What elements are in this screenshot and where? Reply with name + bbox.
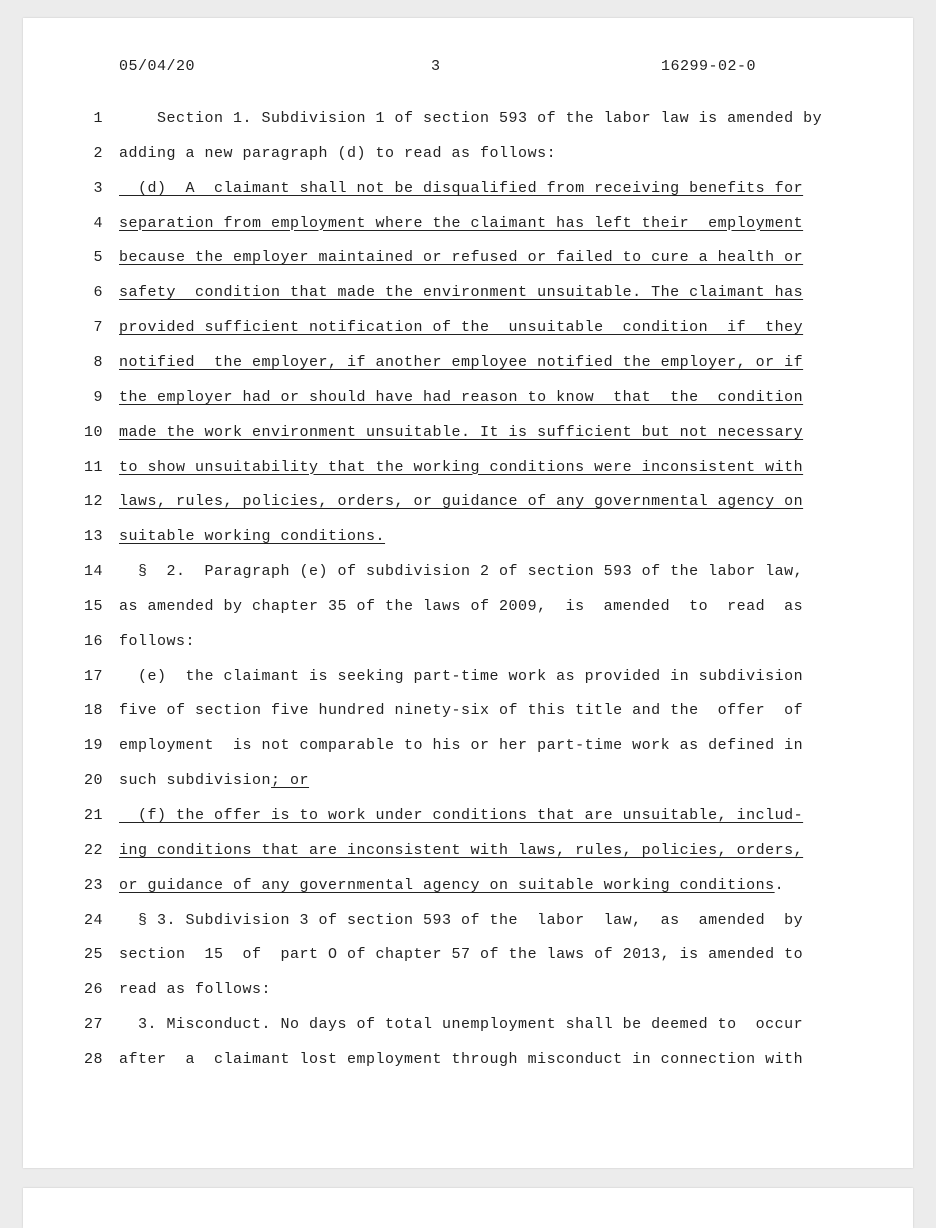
line-number: 2 [93,144,103,162]
inserted-text [119,525,749,549]
line-text [119,1048,804,1072]
line-text [119,630,749,654]
line-text-content: made the work environment unsuitable. It is sufficient but not necessary [119,423,804,441]
document-line [23,212,913,236]
header-date: 05/04/20 [119,58,196,75]
line-text-content: or guidance of any governmental agency on suitable working conditions [119,876,775,894]
inserted-text [119,421,804,445]
line-number: 23 [83,876,103,894]
header-bill-code: 16299-02-0 [661,58,757,75]
document-line [23,490,913,514]
document-line [23,699,913,723]
document-line [23,1048,913,1072]
document-line [23,1013,913,1037]
document-line [23,246,913,270]
document-line [23,804,913,828]
line-number: 3 [93,179,103,197]
line-text [119,142,749,166]
line-text [119,943,804,967]
line-text-content: (d) A claimant shall not be disqualified from receiving benefits for [119,179,804,197]
line-text-content: Section 1. Subdivision 1 of section 593 of the labor law is amended by [119,110,823,127]
line-text-content: after a claimant lost employment through misconduct in connection with [119,1050,804,1068]
inserted-text [119,874,785,898]
line-number: 1 [93,110,103,127]
document-line [23,874,913,898]
line-number: 20 [83,772,103,790]
inserted-text [119,316,804,340]
document-line [23,630,913,654]
document-line [23,943,913,967]
inserted-text [119,246,804,270]
header-page-number: 3 [431,58,441,75]
line-text-content: to show unsuitability that the working conditions were inconsistent with [119,458,804,476]
line-text-content: adding a new paragraph (d) to read as follows: [119,144,557,162]
line-text [119,595,804,619]
line-text [119,560,804,584]
inserted-text [119,351,804,375]
line-number: 27 [83,1016,103,1034]
line-text [119,769,749,793]
document-line [23,560,913,584]
line-number: 15 [83,597,103,615]
document-line [23,456,913,480]
line-text [119,107,823,131]
document-line [23,351,913,375]
line-number: 24 [83,911,103,929]
line-number: 28 [83,1050,103,1068]
line-text-content: five of section five hundred ninety-six of this title and the offer of [119,702,804,720]
inserted-text [119,456,804,480]
line-number: 9 [93,388,103,406]
line-text [119,699,804,723]
line-text-content: notified the employer, if another employee notified the employer, or if [119,353,804,371]
document-line [23,386,913,410]
line-number: 19 [83,737,103,755]
line-text-content: read as follows: [119,981,272,999]
line-number: 4 [93,214,103,232]
line-number: 22 [83,841,103,859]
line-text [119,665,804,689]
document-line [23,421,913,445]
line-number: 8 [93,353,103,371]
line-text-content: § 2. Paragraph (e) of subdivision 2 of section 593 of the labor law, [119,563,804,581]
inserted-text [119,386,804,410]
line-number: 25 [83,946,103,964]
line-text-content: (f) the offer is to work under conditions that are unsuitable, includ- [119,807,804,824]
line-text [119,734,804,758]
inserted-text [119,804,804,828]
line-number: 21 [83,807,103,824]
document-line [23,316,913,340]
line-number: 7 [93,319,103,337]
document-page [23,18,913,1168]
next-page-edge [23,1188,913,1228]
line-text-tail: . [774,876,785,894]
line-text-content: section 15 of part O of chapter 57 of the laws of 2013, is amended to [119,946,804,964]
line-text-content: § 3. Subdivision 3 of section 593 of the labor law, as amended by [119,911,804,929]
line-text [119,909,804,933]
inserted-text [119,212,804,236]
document-line [23,665,913,689]
line-text-content: laws, rules, policies, orders, or guidance of any governmental agency on [119,493,804,511]
document-line [23,595,913,619]
document-line [23,978,913,1002]
line-text-content: follows: [119,632,196,650]
document-body [23,18,913,1168]
line-text-content: because the employer maintained or refused or failed to cure a health or [119,249,804,267]
document-line [23,769,913,793]
inserted-text [119,839,804,863]
line-number: 10 [83,423,103,441]
line-number: 18 [83,702,103,720]
document-line [23,909,913,933]
line-number: 26 [83,981,103,999]
document-line [23,525,913,549]
inserted-text [119,490,804,514]
line-text-content: separation from employment where the claimant has left their employment [119,214,804,232]
line-text-content: such subdivision [119,772,272,790]
line-text-content: safety condition that made the environment unsuitable. The claimant has [119,284,804,302]
line-number: 16 [83,632,103,650]
line-text-content: suitable working conditions. [119,528,386,546]
line-number: 12 [83,493,103,511]
inserted-text [119,281,804,305]
line-number: 6 [93,284,103,302]
line-text-tail: ; or [271,772,310,790]
document-line [23,839,913,863]
inserted-text [119,177,804,201]
document-line [23,142,913,166]
line-number: 13 [83,528,103,546]
line-number: 14 [83,563,103,581]
line-text-content: 3. Misconduct. No days of total unemployment shall be deemed to occur [119,1016,804,1034]
document-line [23,107,913,131]
line-text-content: as amended by chapter 35 of the laws of 2009, is amended to read as [119,597,804,615]
line-number: 5 [93,249,103,267]
document-line [23,281,913,305]
line-text-content: the employer had or should have had reason to know that the condition [119,388,804,406]
line-number: 11 [83,458,103,476]
line-text-content: (e) the claimant is seeking part-time work as provided in subdivision [119,667,804,685]
line-text [119,978,749,1002]
line-number: 17 [83,667,103,685]
line-text-content: ing conditions that are inconsistent with laws, rules, policies, orders, [119,841,804,859]
document-line [23,177,913,201]
line-text-content: provided sufficient notification of the unsuitable condition if they [119,319,804,337]
line-text-content: employment is not comparable to his or her part-time work as defined in [119,737,804,755]
document-line [23,734,913,758]
line-text [119,1013,804,1037]
